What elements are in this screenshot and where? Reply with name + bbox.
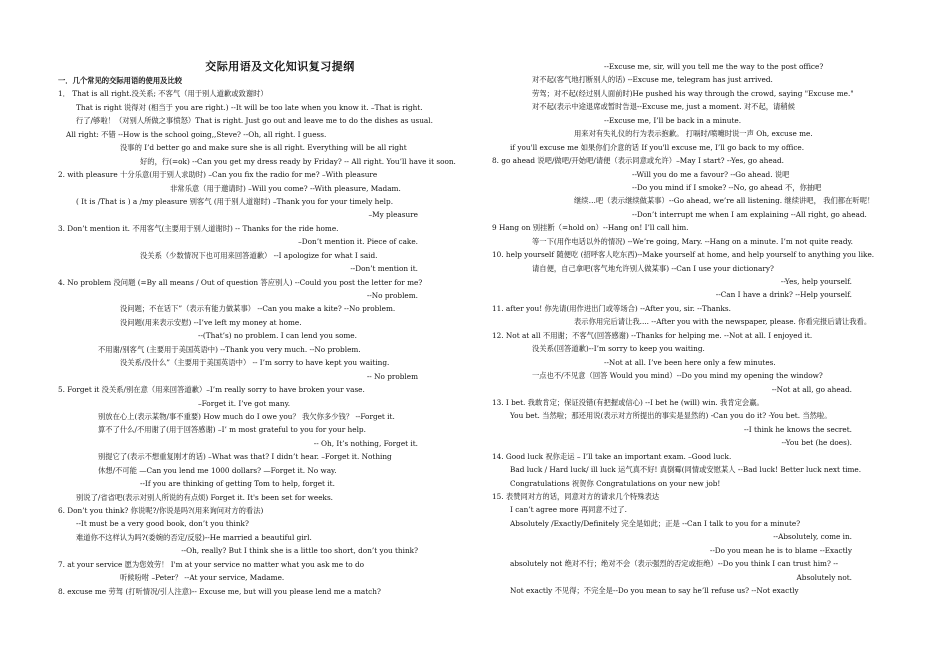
right-text-line: 请自便，自己拿吧(客气地允许别人做某事) --Can I use your dictionary?: [532, 263, 774, 273]
right-text-line: --Don’t interrupt me when I am explaining --All right, go ahead.: [632, 209, 867, 219]
left-text-line: 4. No problem 没问题 (=By all means / Out of question 答应别人) --Could you post the letter for me?: [58, 277, 423, 287]
left-text-line: 难道你不这样认为吗?(委婉的否定/反驳)--He married a beautiful girl.: [76, 532, 312, 542]
left-text-line: 一．几个常见的交际用语的使用及比较: [58, 76, 183, 85]
right-text-line: You bet. 当然啦；那还用说(表示对方所提出的事实是显然的) -Can you do it? -You bet. 当然啦。: [510, 411, 832, 421]
left-text-line: --Don’t mention it.: [350, 264, 418, 274]
right-text-line: 12. Not at all 不用谢；不客气(回答感谢) --Thanks for helping me. --Not at all. I enjoyed it.: [492, 330, 813, 340]
right-text-line: --Can I have a drink? --Help yourself.: [715, 290, 852, 300]
left-text-line: 听候吩咐 –Peter？ --At your service, Madame.: [120, 573, 285, 583]
right-text-line: --Do you mean he is to blame --Exactly: [709, 545, 852, 555]
document-title: 交际用语及文化知识复习提纲: [205, 60, 355, 73]
left-text-line: ( It is /That is ) a /my pleasure 别客气 (用于别人道谢时) –Thank you for your timely help.: [76, 196, 394, 206]
left-text-line: 没问题(用来表示安慰) --I’ve left my money at home.: [120, 317, 302, 327]
left-text-line: -- No problem: [366, 371, 418, 381]
right-text-line: --Do you mind if I smoke? --No, go ahead 不，你抽吧: [632, 182, 822, 192]
left-text-line: 别放在心上(表示某物/事不重要) How much do I owe you？ 我欠你多少钱？ --Forget it.: [98, 411, 395, 421]
right-text-line: 表示你用完后请让我.... --After you with the newspaper, please. 你看完报后请让我看。: [574, 317, 872, 327]
left-text-line: --Oh, really? But I think she is a little too short, don’t you think?: [181, 546, 418, 556]
right-text-line: 15. 表赞同对方的话，同意对方的请求几个特殊表达: [492, 492, 660, 501]
right-text-line: --Not at all. I’ve been here only a few minutes.: [604, 357, 776, 367]
left-text-line: 休想/不可能 —Can you lend me 1000 dollars? —Forget it. No way.: [98, 465, 337, 475]
left-text-line: 别说了/省省吧(表示对别人所说的有点烦) Forget it. It's been set for weeks.: [76, 492, 334, 502]
right-text-line: 劳驾；对不起(经过别人面前时)He pushed his way through the crowd, saying "Excuse me.": [532, 88, 854, 98]
right-text-line: 对不起(表示中途退席或暂时告退--Excuse me, just a moment. 对不起，请稍候: [532, 102, 795, 112]
right-text-line: --Excuse me, I’ll be back in a minute.: [604, 115, 742, 125]
left-text-line: 算不了什么/不用谢了(用于回答感谢) –I’ m most grateful to you for your help.: [98, 425, 366, 435]
right-text-line: 一点也不/不见意（回答 Would you mind）--Do you mind my opening the window?: [532, 371, 823, 381]
right-text-line: 8. go ahead 说吧/做吧/开始吧/请便（表示同意或允许）–May I start? --Yes, go ahead.: [492, 156, 784, 166]
right-text-line: Bad luck / Hard luck/ ill luck 运气真不好! 真倒霉(同情或安慰某人 --Bad luck! Better luck next time.: [510, 465, 862, 475]
right-text-line: --Absolutely, come in.: [773, 532, 852, 542]
left-text-line: 2. with pleasure 十分乐意(用于别人求助时) –Can you fix the radio for me? –With pleasure: [58, 170, 378, 180]
right-text-line: --Not at all, go ahead.: [771, 384, 852, 394]
left-text-line: 非常乐意（用于邀请时) –Will you come? --With pleasure, Madam.: [170, 183, 401, 193]
right-text-line: --Excuse me, sir, will you tell me the way to the post office?: [604, 62, 824, 71]
right-text-line: --Will you do me a favour? --Go ahead. 说吧: [632, 169, 790, 179]
left-text-line: --If you are thinking of getting Tom to help, forget it.: [140, 479, 335, 489]
right-text-line: I can’t agree more 再同意不过了.: [510, 505, 627, 515]
right-text-line: 用来对有失礼仪的行为表示抱歉。 打嗝时/喷嚏时说一声 Oh, excuse me.: [574, 129, 813, 139]
left-text-line: 没关系（少数情况下也可用来回答道歉） --I apologize for what I said.: [140, 250, 378, 260]
left-text-line: 5. Forget it 没关系/别在意（用来回答道歉）–I’m really sorry to have broken your vase.: [58, 385, 365, 395]
left-text-line: 6. Don’t you think? 你说呢?/你说是吗?(用来询问对方的看法): [58, 506, 264, 515]
left-text-line: --No problem.: [366, 291, 418, 300]
right-text-line: 10. help yourself 随便吃 (招呼客人吃东西)--Make yourself at home, and help yourself to anything you like.: [492, 250, 875, 260]
left-text-line: 好的，行(=ok) --Can you get my dress ready by Friday? -- All right. You’ll have it soon.: [140, 156, 456, 166]
right-text-line: 13. I bet. 我敢肯定；保证没错(有把握或信心) --I bet he (will) win. 我肯定会赢。: [492, 397, 764, 407]
left-text-line: –Don’t mention it. Piece of cake.: [298, 237, 418, 247]
left-text-line: 没关系/没什么”（主要用于美国英语中） -- I’m sorry to have kept you waiting.: [120, 358, 390, 368]
left-text-line: All right: 不错 --How is the school going,,Steve? --Oh, all right. I guess.: [66, 129, 327, 139]
right-text-line: --You bet (he does).: [781, 438, 852, 448]
left-text-line: 8. excuse me 劳驾 (打听情况/引人注意)-- Excuse me, but will you please lend me a match?: [58, 586, 381, 596]
left-text-line: --It must be a very good book, don’t you think?: [76, 519, 249, 529]
left-text-line: -- Oh, It’s nothing, Forget it.: [313, 438, 418, 448]
left-text-line: 行了/够啦！（对别人所做之事愤怒）That is right. Just go out and leave me to do the dishes as usual.: [76, 116, 433, 126]
right-text-line: --Yes, help yourself.: [780, 277, 852, 286]
left-text-line: 7. at your service 愿为您效劳！ I'm at your service no matter what you ask me to do: [58, 559, 365, 569]
left-text-line: 不用谢/别客气 (主要用于美国英语中) --Thank you very much. --No problem.: [98, 344, 361, 354]
right-text-line: 对不起(客气地打断别人的话) --Excuse me, telegram has just arrived.: [532, 75, 773, 85]
left-text-line: –Forget it. I’ve got many.: [198, 398, 291, 408]
right-text-line: 9 Hang on 别挂断（=hold on）--Hang on! I’ll call him.: [492, 223, 689, 233]
left-text-line: That is right 说得对 (相当于 you are right.) --It will be too late when you know it. –That is right.: [76, 102, 423, 112]
right-text-line: 继续…吧（表示继续做某事）--Go ahead, we’re all listening. 继续讲吧， 我们都在听呢！: [574, 196, 875, 206]
right-text-line: Not exactly 不见得；不完全是--Do you mean to say he’ll refuse us? --Not exactly: [510, 586, 799, 596]
left-text-line: 1． That is all right.没关系; 不客气（用于别人道歉或致谢时）: [58, 89, 268, 99]
right-text-line: absolutely not 绝对不行；绝对不会（表示强烈的否定或拒绝）--Do you think I can trust him? --: [510, 559, 839, 569]
right-text-line: 等一下(用作电话以外的情况) --We’re going, Mary. --Hang on a minute. I’m not quite ready.: [532, 236, 854, 246]
left-text-line: 没问题；不在话下”（表示有能力做某事） --Can you make a kite? --No problem.: [120, 304, 396, 314]
left-text-line: 别提它了(表示不想重复刚才的话) –What was that? I didn’t hear. –Forget it. Nothing: [98, 452, 392, 462]
right-text-line: Absolutely not.: [796, 572, 852, 582]
right-text-line: Congratulations 祝贺你 Congratulations on your new job!: [510, 478, 721, 488]
right-text-line: if you'll excuse me 如果你们介意的话 If you'll excuse me, I’ll go back to my office.: [510, 142, 805, 152]
left-text-line: –My pleasure: [368, 210, 418, 220]
left-text-line: --(That’s) no problem. I can lend you some.: [198, 331, 357, 341]
right-text-line: Absolutely /Exactly/Definitely 完全是如此；正是 --Can I talk to you for a minute?: [510, 518, 801, 528]
right-text-line: 没关系(回答道歉)--I’m sorry to keep you waiting.: [532, 344, 705, 354]
left-column: [58, 58, 458, 598]
right-text-line: 14. Good luck 祝你走运 – I’ll take an important exam. –Good luck.: [492, 451, 732, 461]
right-text-line: 11. after you! 你先请(用作进出门或等场合) --After you, sir. --Thanks.: [492, 303, 731, 313]
left-text-line: 3. Don’t mention it. 不用客气(主要用于别人道谢时) -- Thanks for the ride home.: [58, 223, 339, 233]
left-text-line: 没事的 I’d better go and make sure she is all right. Everything will be all right: [120, 143, 407, 153]
right-column: [492, 60, 892, 598]
right-text-line: --I think he knows the secret.: [743, 424, 852, 434]
